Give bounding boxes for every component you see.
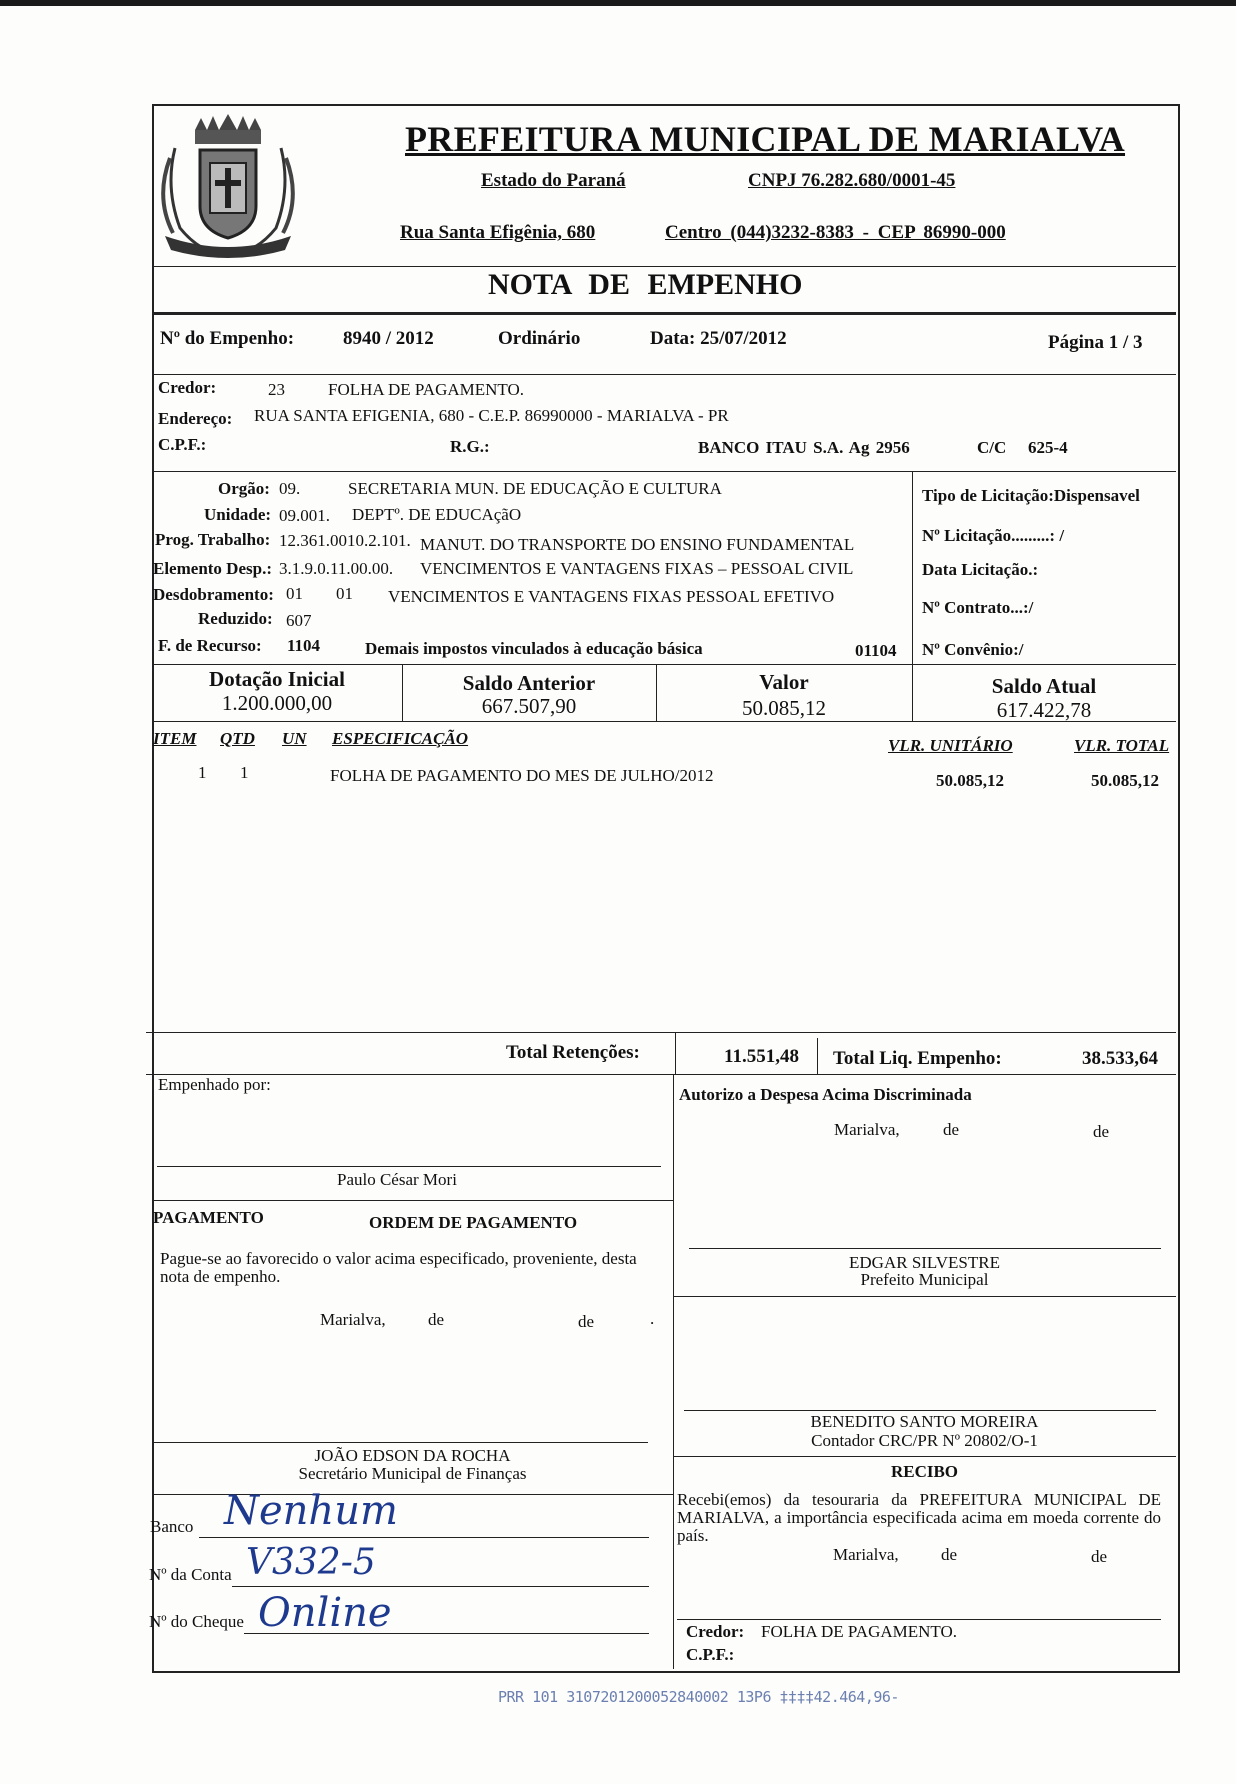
saldo-anterior-label: Saldo Anterior (462, 671, 596, 695)
pagamento-role: Secretário Municipal de Finanças (298, 1464, 527, 1483)
address-label: Endereço: (158, 409, 233, 428)
item-number: 1 (198, 763, 207, 782)
autorizo-de1: de (943, 1120, 960, 1139)
recurso-code: 1104 (287, 636, 321, 655)
valor-label: Valor (759, 670, 809, 694)
unidade-label: Unidade: (204, 505, 272, 524)
cc-value: 625-4 (1028, 438, 1068, 457)
elemento-name: VENCIMENTOS E VANTAGENS FIXAS – PESSOAL CIVIL (420, 559, 854, 578)
empenho-number: 8940 / 2012 (343, 328, 434, 349)
col-especificacao: ESPECIFICAÇÃO (332, 729, 469, 748)
desdobramento-label: Desdobramento: (153, 585, 274, 604)
conta-handwriting: V332-5 (246, 1542, 376, 1583)
recurso-label: F. de Recurso: (158, 636, 262, 655)
contador-role: Contador CRC/PR Nº 20802/O-1 (811, 1431, 1038, 1450)
dotacao-value: 1.200.000,00 (221, 691, 333, 715)
recibo-credor-value: FOLHA DE PAGAMENTO. (761, 1622, 957, 1641)
empenhado-name: Paulo César Mori (337, 1170, 457, 1189)
pagamento-label: PAGAMENTO (153, 1208, 264, 1227)
pagamento-de1: de (428, 1310, 445, 1329)
recibo-place: Marialva, (833, 1545, 899, 1564)
pagamento-dot: . (650, 1309, 655, 1328)
elemento-label: Elemento Desp.: (153, 559, 272, 578)
recurso-code-2: 01104 (855, 641, 897, 660)
contador-name: BENEDITO SANTO MOREIRA (810, 1412, 1039, 1431)
col-vlr-unitario: VLR. UNITÁRIO (888, 736, 1013, 755)
credor-bank: BANCO ITAU S.A. Ag 2956 (698, 438, 910, 457)
header-title: PREFEITURA MUNICIPAL DE MARIALVA (405, 119, 1126, 159)
prog-code: 12.361.0010.2.101. (279, 531, 411, 550)
item-unit-value: 50.085,12 (936, 771, 1004, 790)
recibo-de2: de (1091, 1547, 1108, 1566)
bank-stamp: PRR 101 3107201200052840002 13P6 ‡‡‡‡42.464,96- (498, 1688, 899, 1706)
orgao-name: SECRETARIA MUN. DE EDUCAÇÃO E CULTURA (348, 479, 722, 498)
liquido-label: Total Liq. Empenho: (833, 1048, 1002, 1069)
elemento-code: 3.1.9.0.11.00.00. (279, 559, 394, 578)
autorizo-title: Autorizo a Despesa Acima Discriminada (679, 1085, 972, 1104)
header-street: Rua Santa Efigênia, 680 (400, 222, 596, 243)
credor-name: FOLHA DE PAGAMENTO. (328, 380, 524, 399)
scan-top-edge (0, 0, 1236, 6)
retencoes-label: Total Retenções: (506, 1042, 640, 1063)
cheque-handwriting: Online (258, 1590, 392, 1636)
dotacao-label: Dotação Inicial (209, 667, 345, 691)
coat-of-arms-logo (155, 108, 301, 260)
page-number: Página 1 / 3 (1048, 332, 1143, 353)
banco-label: Banco (150, 1517, 194, 1536)
credor-address: RUA SANTA EFIGENIA, 680 - C.E.P. 86990000 - MARIALVA - PR (254, 406, 729, 425)
col-item: ITEM (153, 729, 197, 748)
cheque-label: Nº do Cheque (149, 1612, 244, 1631)
empenho-date: Data: 25/07/2012 (650, 328, 787, 349)
doc-title: NOTA DE EMPENHO (488, 268, 803, 301)
col-vlr-total: VLR. TOTAL (1074, 736, 1170, 755)
desdobramento-b: 01 (336, 584, 353, 603)
licitacao-data: Data Licitação.: (922, 560, 1039, 579)
convenio-num: Nº Convênio:/ (922, 640, 1024, 659)
prog-label: Prog. Trabalho: (155, 530, 271, 549)
retencoes-value: 11.551,48 (724, 1046, 799, 1067)
pagamento-place: Marialva, (320, 1310, 386, 1329)
autorizo-role: Prefeito Municipal (860, 1270, 989, 1289)
unidade-name: DEPTº. DE EDUCAçãO (352, 505, 522, 524)
prog-name: MANUT. DO TRANSPORTE DO ENSINO FUNDAMENTAL (420, 535, 855, 554)
rg-label: R.G.: (450, 437, 490, 456)
item-qtd: 1 (240, 763, 249, 782)
saldo-anterior-value: 667.507,90 (481, 694, 577, 718)
header-address: Centro (044)3232-8383 - CEP 86990-000 (665, 222, 1006, 243)
saldo-atual-value: 617.422,78 (996, 698, 1092, 722)
licitacao-num: Nº Licitação.........: / (922, 526, 1065, 545)
recibo-cpf-label: C.P.F.: (686, 1645, 735, 1664)
col-qtd: QTD (220, 729, 255, 748)
credor-code: 23 (268, 380, 285, 399)
contrato-num: Nº Contrato...:/ (922, 598, 1034, 617)
saldo-atual-label: Saldo Atual (991, 674, 1097, 698)
empenhado-label: Empenhado por: (158, 1075, 271, 1094)
recibo-de1: de (941, 1545, 958, 1564)
recurso-name: Demais impostos vinculados à educação básica (365, 639, 703, 658)
pagamento-de2: de (578, 1312, 595, 1331)
col-un: UN (282, 729, 307, 748)
recibo-credor-label: Credor: (686, 1622, 745, 1641)
banco-handwriting: Nenhum (224, 1488, 398, 1534)
recibo-text: Recebi(emos) da tesouraria da PREFEITURA MUNICIPAL DE MARIALVA, a importância especificada acima em moeda corrente do país. (677, 1490, 1161, 1545)
desdobramento-a: 01 (286, 584, 303, 603)
item-total-value: 50.085,12 (1091, 771, 1159, 790)
cpf-label: C.P.F.: (158, 435, 207, 454)
autorizo-place: Marialva, (834, 1120, 900, 1139)
valor-value: 50.085,12 (742, 696, 826, 720)
empenho-number-label: Nº do Empenho: (160, 328, 295, 349)
credor-label: Credor: (158, 378, 217, 397)
pagamento-text: Pague-se ao favorecido o valor acima especificado, proveniente, desta nota de empenho. (160, 1249, 637, 1286)
orgao-label: Orgão: (218, 479, 270, 498)
conta-label: Nº da Conta (149, 1565, 232, 1584)
pagamento-signer: JOÃO EDSON DA ROCHA (314, 1446, 511, 1465)
empenho-type: Ordinário (498, 328, 581, 349)
desdobramento-name: VENCIMENTOS E VANTAGENS FIXAS PESSOAL EFETIVO (388, 587, 835, 606)
licitacao-tipo: Tipo de Licitação:Dispensavel (922, 486, 1140, 505)
autorizo-signer: EDGAR SILVESTRE (849, 1253, 1000, 1272)
orgao-code: 09. (279, 479, 301, 498)
reduzido-label: Reduzido: (198, 609, 273, 628)
header-cnpj: CNPJ 76.282.680/0001-45 (748, 170, 956, 191)
liquido-value: 38.533,64 (1082, 1048, 1158, 1069)
cc-label: C/C (977, 438, 1007, 457)
header-state: Estado do Paraná (481, 170, 626, 191)
unidade-code: 09.001. (279, 506, 330, 525)
item-desc: FOLHA DE PAGAMENTO DO MES DE JULHO/2012 (330, 766, 714, 785)
autorizo-de2: de (1093, 1122, 1110, 1141)
ordem-title: ORDEM DE PAGAMENTO (369, 1213, 578, 1232)
reduzido-value: 607 (286, 611, 312, 630)
recibo-title: RECIBO (890, 1462, 959, 1481)
